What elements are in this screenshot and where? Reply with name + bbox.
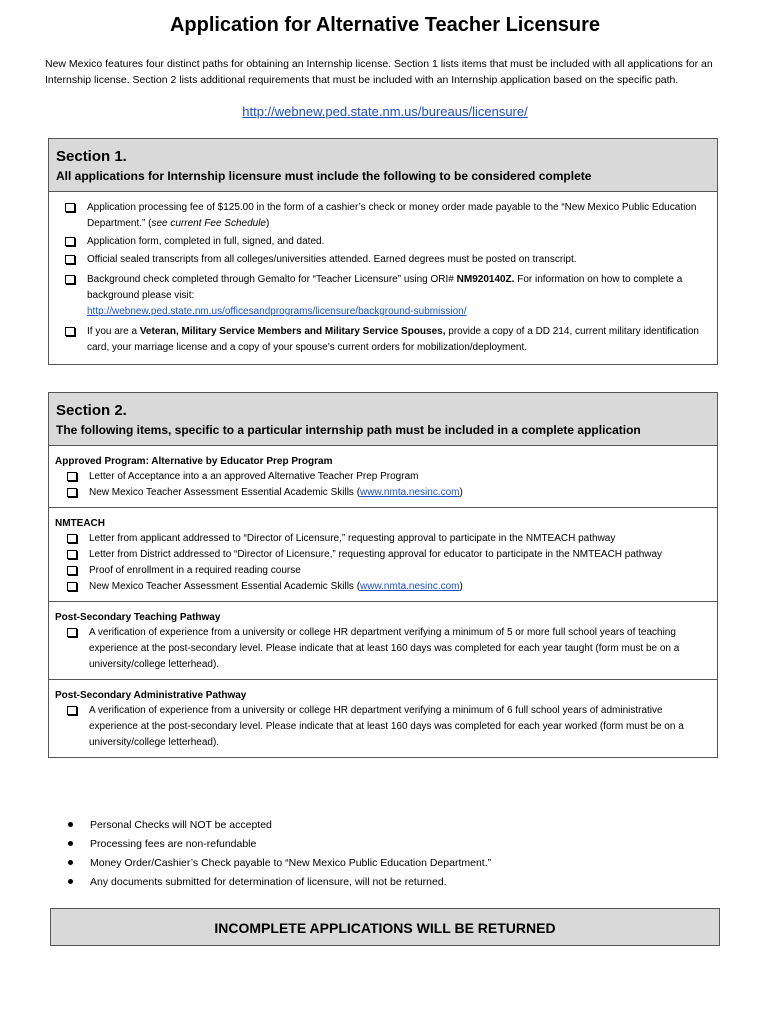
checkbox[interactable]: [67, 550, 77, 559]
background-check-link[interactable]: http://webnew.ped.state.nm.us/officesandprograms/licensure/background-submission/: [87, 306, 467, 317]
post-secondary-teaching-block: [49, 602, 717, 680]
bullet-icon: [62, 854, 90, 873]
post-secondary-admin-title: Post-Secondary Administrative Pathway: [55, 690, 247, 701]
section-1-subheading: All applications for Internship licensure must include the following to be considered complete: [56, 169, 592, 183]
checkbox[interactable]: [67, 582, 77, 591]
checkbox[interactable]: [67, 628, 77, 637]
section-2-box: [48, 392, 718, 758]
section-2-subheading: The following items, specific to a particular internship path must be included in a complete application: [56, 423, 641, 437]
checkbox[interactable]: [65, 255, 75, 264]
list-item: If you are a Veteran, Military Service Members and Military Service Spouses, provide a copy of a DD 214, current military identification card, your marriage license and a copy of your spouse’s current orders for mobilization/deployment.: [65, 324, 711, 356]
checkbox[interactable]: [65, 327, 75, 336]
checkbox[interactable]: [65, 237, 75, 246]
list-item: New Mexico Teacher Assessment Essential Academic Skills (www.nmta.nesinc.com): [67, 579, 711, 595]
section-2-header: [49, 393, 717, 446]
nmteach-block: [49, 508, 717, 602]
checkbox[interactable]: [65, 275, 75, 284]
approved-program-block: [49, 446, 717, 508]
list-item: Proof of enrollment in a required reading course: [67, 563, 711, 579]
nmteach-title: NMTEACH: [55, 518, 105, 529]
checkbox[interactable]: [65, 203, 75, 212]
list-item: Official sealed transcripts from all colleges/universities attended. Earned degrees must be posted on transcript.: [65, 252, 711, 268]
list-item: Application form, completed in full, signed, and dated.: [65, 234, 711, 250]
checkbox[interactable]: [67, 472, 77, 481]
section-1-heading: Section 1.: [56, 148, 127, 165]
intro-paragraph: New Mexico features four distinct paths for obtaining an Internship license. Section 1 lists items that must be included with all applications for an Internship license. Section 2 lists additional requirements that must be included with an Internship application based on the specific path.: [45, 58, 713, 86]
checkbox[interactable]: [67, 566, 77, 575]
list-item: A verification of experience from a university or college HR department verifying a minimum of 5 or more full school years of teaching experience at the post-secondary level. Please indicate that at least 160 days was completed for each year taught (form must be on a university/college letterhead).: [67, 625, 711, 673]
section-1-box: [48, 138, 718, 365]
list-item: Background check completed through Gemalto for “Teacher Licensure” using ORI# NM920140Z. For information on how to complete a background please visit: http://webnew.ped.state.nm.us/officesandprograms/licensure/background-submission/: [65, 272, 711, 320]
list-item: Letter from applicant addressed to “Director of Licensure,” requesting approval to participate in the NMTEACH pathway: [67, 531, 711, 547]
section-2-heading: Section 2.: [56, 402, 127, 419]
notes-list: [62, 816, 491, 892]
post-secondary-teaching-title: Post-Secondary Teaching Pathway: [55, 612, 221, 623]
bullet-icon: [62, 873, 90, 892]
list-item: Any documents submitted for determination of licensure, will not be returned.: [62, 873, 491, 892]
nmta-link[interactable]: www.nmta.nesinc.com: [360, 581, 460, 592]
post-secondary-admin-block: [49, 680, 717, 757]
checkbox[interactable]: [67, 534, 77, 543]
list-item: Processing fees are non-refundable: [62, 835, 491, 854]
list-item: A verification of experience from a university or college HR department verifying a minimum of 6 full school years of administrative experience at the post-secondary level. Please indicate that at least 160 days was completed for each year worked (form must be on a university/college letterhead).: [67, 703, 711, 751]
list-item: Letter of Acceptance into a an approved Alternative Teacher Prep Program: [67, 469, 711, 485]
list-item: New Mexico Teacher Assessment Essential Academic Skills (www.nmta.nesinc.com): [67, 485, 711, 501]
checkbox[interactable]: [67, 706, 77, 715]
bullet-icon: [62, 835, 90, 854]
page-title: Application for Alternative Teacher Licensure: [169, 14, 601, 36]
checkbox[interactable]: [67, 488, 77, 497]
incomplete-warning-banner: INCOMPLETE APPLICATIONS WILL BE RETURNED: [50, 908, 720, 946]
nmta-link[interactable]: www.nmta.nesinc.com: [360, 487, 460, 498]
section-1-header: [49, 139, 717, 192]
list-item: Money Order/Cashier’s Check payable to “New Mexico Public Education Department.”: [62, 854, 491, 873]
bullet-icon: [62, 816, 90, 835]
list-item: Letter from District addressed to “Director of Licensure,” requesting approval for educator to participate in the NMTEACH pathway: [67, 547, 711, 563]
list-item: Personal Checks will NOT be accepted: [62, 816, 491, 835]
approved-program-title: Approved Program: Alternative by Educator Prep Program: [55, 456, 333, 467]
licensure-link[interactable]: http://webnew.ped.state.nm.us/bureaus/licensure/: [242, 104, 528, 119]
list-item: Application processing fee of $125.00 in the form of a cashier’s check or money order made payable to the “New Mexico Public Education Department.” (see current Fee Schedule): [65, 200, 711, 232]
